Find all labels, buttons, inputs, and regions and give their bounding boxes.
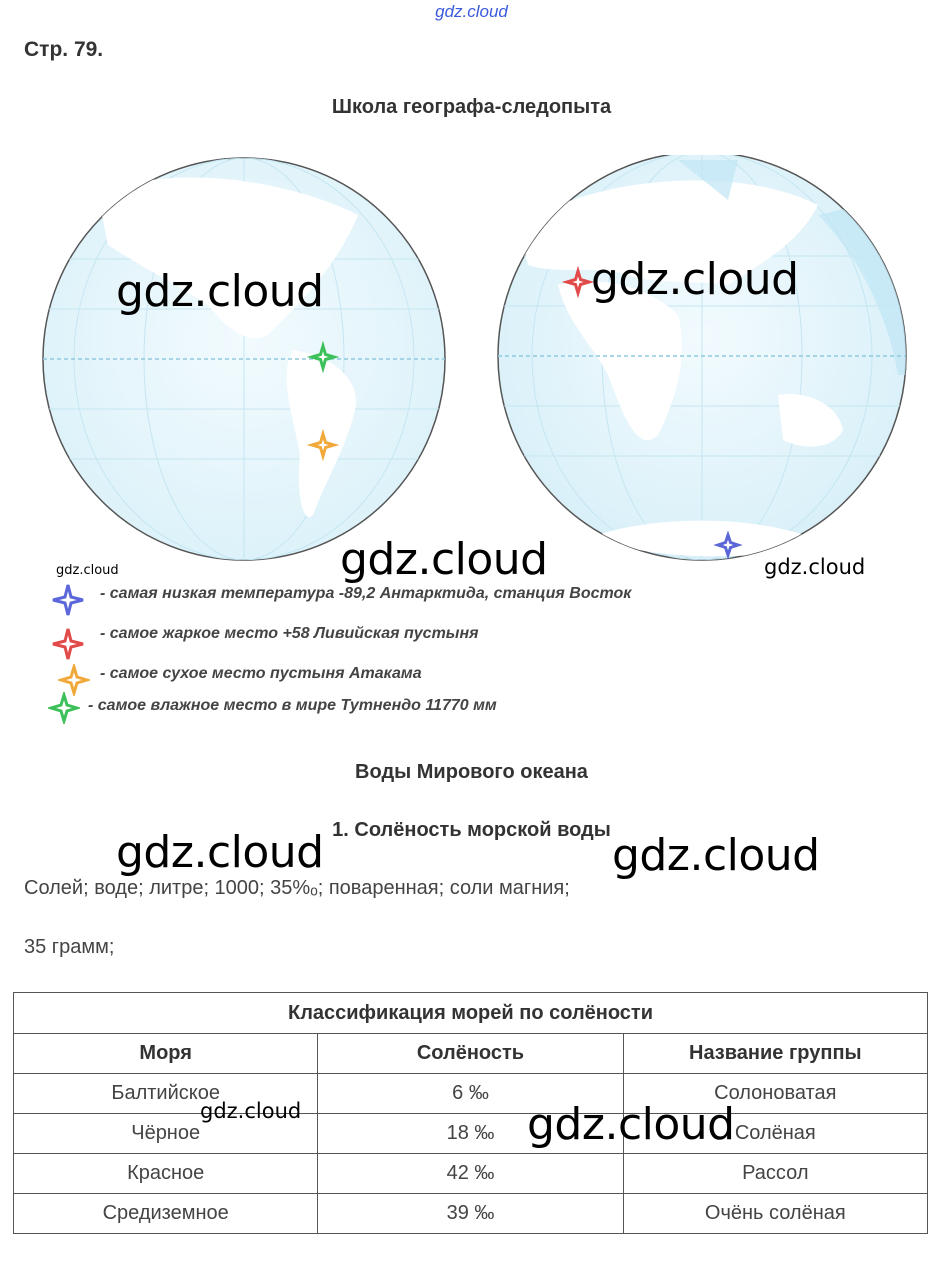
table-cell: 39 ‰: [318, 1194, 623, 1234]
table-row: [14, 1194, 928, 1234]
table-cell: 42 ‰: [318, 1154, 623, 1194]
table-cell: Очёнь солёная: [623, 1194, 927, 1234]
green-star-icon: [48, 692, 80, 724]
table-row: [14, 1074, 928, 1114]
table-header: Моря: [14, 1034, 318, 1074]
table-row: [14, 1154, 928, 1194]
section-title-geographer: Школа географа-следопыта: [331, 96, 612, 118]
watermark: gdz.cloud: [116, 266, 324, 317]
table-cell: 6 ‰: [318, 1074, 623, 1114]
table-cell: Балтийское: [14, 1074, 318, 1114]
watermark: gdz.cloud: [116, 827, 324, 878]
legend-item-driest-place: - самое сухое место пустыня Атакама: [100, 665, 422, 682]
watermark-top: gdz.cloud: [435, 2, 508, 21]
legend-item-hottest-place: - самое жаркое место +58 Ливийская пустыня: [100, 625, 479, 642]
table-header-row: [14, 1034, 928, 1074]
watermark: gdz.cloud: [764, 555, 866, 579]
table-cell: Солёная: [623, 1114, 927, 1154]
table-header: Название группы: [623, 1034, 927, 1074]
table-cell: 18 ‰: [318, 1114, 623, 1154]
table-cell: Рассол: [623, 1154, 927, 1194]
table-row: [14, 1114, 928, 1154]
map-legend: [48, 580, 748, 720]
legend-item-wettest-place: - самое влажное место в мире Тутнендо 11770 мм: [88, 697, 497, 714]
watermark: gdz.cloud: [527, 1099, 735, 1150]
section-title-ocean-waters: Воды Мирового океана: [355, 761, 588, 783]
watermark: gdz.cloud: [612, 830, 820, 881]
table-cell: Чёрное: [14, 1114, 318, 1154]
table-cell: Средиземное: [14, 1194, 318, 1234]
western-hemisphere-map: [43, 158, 445, 560]
legend-item-lowest-temperature: - самая низкая температура -89,2 Антарктида, станция Восток: [100, 585, 632, 602]
table-cell: Красное: [14, 1154, 318, 1194]
table-caption: Классификация морей по солёности: [14, 993, 928, 1034]
answer-text-line-2: 35 грамм;: [24, 936, 115, 958]
hemisphere-maps: [38, 155, 910, 570]
subsection-title-salinity: 1. Солёность морской воды: [332, 819, 611, 841]
watermark: gdz.cloud: [56, 563, 119, 578]
table-cell: Солоноватая: [623, 1074, 927, 1114]
watermark: gdz.cloud: [591, 254, 799, 305]
watermark: gdz.cloud: [340, 534, 548, 585]
sea-salinity-table: [13, 992, 928, 1234]
red-star-icon: [50, 626, 86, 662]
table-header: Солёность: [318, 1034, 623, 1074]
answer-text-line-1: Солей; воде; литре; 1000; 35%ₒ; поваренная; соли магния;: [24, 877, 570, 899]
watermark: gdz.cloud: [200, 1099, 302, 1123]
eastern-hemisphere-map: [498, 155, 906, 560]
page-reference: Стр. 79.: [24, 38, 104, 61]
blue-star-icon: [50, 582, 86, 618]
